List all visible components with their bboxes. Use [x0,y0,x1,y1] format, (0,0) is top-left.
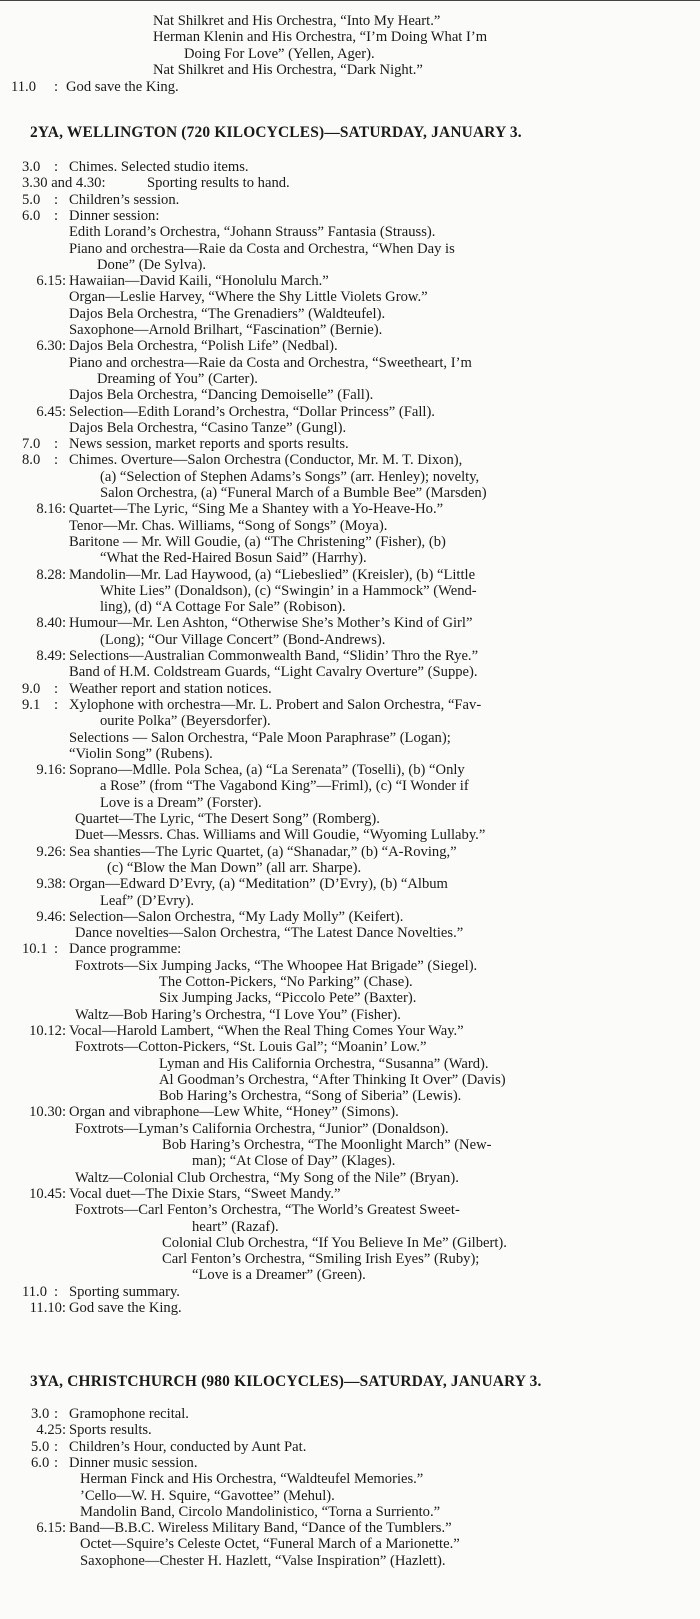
programme-text: Lyman and His California Orchestra, “Susanna” (Ward). [159,1055,489,1072]
time-colon: : [54,1406,59,1422]
programme-text: Vocal—Harold Lambert, “When the Real Thing Comes Your Way.” [69,1022,464,1039]
programme-line [0,746,700,763]
time-colon: : [54,159,59,175]
programme-line [0,469,700,486]
programme-text: Dajos Bela Orchestra, “Dancing Demoiselle” (Fall). [69,387,374,404]
programme-text: Mandolin—Mr. Lad Haywood, (a) “Liebeslied” (Kreisler), (b) “Little [69,566,476,583]
programme-line [0,1219,700,1236]
time-label: 6.0 [31,1454,50,1471]
programme-text: Colonial Club Orchestra, “If You Believe In Me” (Gilbert). [162,1234,507,1251]
programme-line [0,1251,700,1268]
programme-line [0,762,700,779]
programme-line [0,485,700,502]
programme-line [0,876,700,893]
programme-line [0,1137,700,1154]
programme-line [0,1553,700,1570]
programme-line [0,909,700,926]
programme-text: “Violin Song” (Rubens). [69,745,213,762]
programme-text: ’Cello—W. H. Squire, “Gavottee” (Mehul). [80,1487,335,1504]
time-label: 11.0 [22,1283,47,1300]
programme-line [0,778,700,795]
programme-text: Herman Finck and His Orchestra, “Waldteufel Memories.” [80,1471,424,1488]
programme-line [0,697,700,714]
time-label: 5.0 [22,191,41,208]
time-label: 10.45: [29,1185,66,1202]
time-label: 3.0 [31,1406,50,1422]
text-line: Nat Shilkret and His Orchestra, “Dark Night.” [153,62,423,78]
programme-line [0,1439,700,1456]
time-label: 9.0 [22,680,41,697]
programme-line [0,241,700,258]
programme-text: Bob Haring’s Orchestra, “The Moonlight March” (New- [162,1137,492,1153]
programme-text: Foxtrots—Six Jumping Jacks, “The Whoopee Hat Brigade” (Siegel). [75,957,478,974]
programme-line [0,795,700,812]
programme-text: Octet—Squire’s Celeste Octet, “Funeral March of a Marionette.” [80,1536,460,1553]
programme-text: Sea shanties—The Lyric Quartet, (a) “Shanadar,” (b) “A-Roving,” [69,843,457,860]
time-colon: : [54,941,59,958]
programme-line [0,730,700,747]
programme-text: Sporting results to hand. [147,175,290,192]
programme-line [0,371,700,388]
programme-line [0,958,700,975]
programme-text: Bob Haring’s Orchestra, “Song of Siberia” (Lewis). [159,1088,462,1105]
programme-text: Dajos Bela Orchestra, “Casino Tanze” (Gungl). [69,419,347,436]
programme-text: Xylophone with orchestra—Mr. L. Probert and Salon Orchestra, “Fav- [69,696,482,713]
programme-line [0,1284,700,1301]
programme-text: Piano and orchestra—Raie da Costa and Orchestra, “Sweetheart, I’m [69,354,472,371]
programme-line [0,1488,700,1505]
text-line: 11.0 : God save the King. [11,79,179,95]
programme-line [0,192,700,209]
time-label: 9.16: [36,762,66,779]
programme-line [0,893,700,910]
text-line: Doing For Love” (Yellen, Ager). [184,46,375,62]
programme-text: man); “At Close of Day” (Klages). [192,1153,396,1170]
programme-text: Vocal duet—The Dixie Stars, “Sweet Mandy.” [69,1185,341,1202]
programme-line [0,1007,700,1024]
programme-line [0,273,700,290]
programme-line [0,1023,700,1040]
programme-text: Dinner music session. [69,1454,198,1471]
time-label: 10.1 [22,941,48,958]
programme-line [0,713,700,730]
programme-line [0,925,700,942]
programme-text: White Lies” (Donaldson), (c) “Swingin’ in a Hammock” (Wend- [100,582,477,599]
time-colon: : [54,1454,59,1471]
text-line: Herman Klenin and His Orchestra, “I’m Doing What I’m [153,29,488,45]
time-label: 6.30: [36,338,66,355]
programme-text: Selections — Salon Orchestra, “Pale Moon Paraphrase” (Logan); [69,729,451,746]
time-label: 9.38: [36,876,66,893]
programme-text: Tenor—Mr. Chas. Williams, “Song of Songs” (Moya). [69,517,388,534]
time-colon: : [54,207,59,224]
programme-text: Selection—Edith Lorand’s Orchestra, “Dollar Princess” (Fall). [69,403,435,420]
time-label: 10.12: [29,1022,66,1039]
programme-text: Saxophone—Arnold Brilhart, “Fascination” (Bernie). [69,322,383,338]
programme-line [0,1121,700,1138]
time-label: 9.1 [22,696,41,713]
time-label: 6.15: [36,273,66,290]
programme-text: (Long); “Our Village Concert” (Bond-Andrews). [100,631,386,648]
programme-text: “Love is a Dreamer” (Green). [192,1267,366,1284]
programme-text: Chimes. Overture—Salon Orchestra (Conductor, Mr. M. T. Dixon), [69,452,463,469]
programme-text: (c) “Blow the Man Down” (all arr. Sharpe). [107,859,362,876]
programme-text: Sports results. [69,1422,152,1439]
programme-line [0,355,700,372]
programme-line [0,827,700,844]
programme-text: Six Jumping Jacks, “Piccolo Pete” (Baxter). [159,990,417,1007]
time-label: 4.25: [36,1422,66,1439]
programme-text: Dinner session: [69,207,160,224]
programme-line [0,452,700,469]
programme-text: heart” (Razaf). [192,1218,279,1235]
programme-line [0,338,700,355]
time-label: 3.0 [22,159,41,175]
programme-line [0,1202,700,1219]
programme-line [0,632,700,649]
time-colon: : [54,1438,59,1455]
time-label: 6.15: [36,1520,66,1537]
programme-line [0,1186,700,1203]
programme-line [0,664,700,681]
programme-line [0,648,700,665]
programme-line [0,941,700,958]
programme-line [0,1406,700,1423]
programme-line [0,159,700,176]
programme-line [0,404,700,421]
programme-text: The Cotton-Pickers, “No Parking” (Chase). [159,974,413,990]
programme-line [0,257,700,274]
programme-line [0,1056,700,1073]
programme-text: Selections—Australian Commonwealth Band, “Slidin’ Thro the Rye.” [69,648,479,664]
programme-line [0,1088,700,1105]
time-colon: : [54,191,59,208]
programme-text: Waltz—Bob Haring’s Orchestra, “I Love You” (Fisher). [75,1006,401,1023]
programme-text: Gramophone recital. [69,1406,189,1422]
programme-text: Saxophone—Chester H. Hazlett, “Valse Inspiration” (Hazlett). [80,1552,446,1569]
programme-text: Organ—Leslie Harvey, “Where the Shy Little Violets Grow.” [69,289,428,306]
programme-text: Foxtrots—Lyman’s California Orchestra, “Junior” (Donaldson). [75,1120,449,1137]
programme-text: God save the King. [69,1300,182,1316]
programme-line [0,860,700,877]
programme-line [0,1235,700,1252]
programme-line [0,224,700,241]
programme-text: Dreaming of You” (Carter). [97,370,258,387]
programme-text: Dance programme: [69,941,182,958]
programme-line [0,990,700,1007]
programme-line [0,1422,700,1439]
programme-text: Dajos Bela Orchestra, “Polish Life” (Nedbal). [69,338,338,355]
programme-text: Organ and vibraphone—Lew White, “Honey” (Simons). [69,1104,399,1121]
programme-line [0,974,700,991]
programme-line [0,1471,700,1488]
programme-line [0,1039,700,1056]
programme-line [0,322,700,339]
programme-line [0,811,700,828]
programme-line [0,1455,700,1472]
time-label: 8.0 [22,452,41,469]
time-colon: : [54,436,59,453]
programme-text: Piano and orchestra—Raie da Costa and Orchestra, “When Day is [69,240,455,257]
programme-line [0,583,700,600]
programme-line [0,1170,700,1187]
time-colon: : [54,452,59,469]
programme-line [0,1300,700,1317]
programme-line [0,1504,700,1521]
programme-line [0,615,700,632]
programme-line [0,501,700,518]
time-label: 3.30 and 4.30: [22,175,106,192]
programme-text: Salon Orchestra, (a) “Funeral March of a Bumble Bee” (Marsden) [100,485,487,501]
programme-text: Carl Fenton’s Orchestra, “Smiling Irish Eyes” (Ruby); [162,1251,480,1268]
programme-text: Baritone — Mr. Will Goudie, (a) “The Christening” (Fisher), (b) [69,533,446,550]
programme-text: Al Goodman’s Orchestra, “After Thinking It Over” (Davis) [159,1071,506,1088]
programme-text: Children’s Hour, conducted by Aunt Pat. [69,1438,307,1455]
programme-text: Love is a Dream” (Forster). [100,794,262,811]
programme-text: Band—B.B.C. Wireless Military Band, “Dance of the Tumblers.” [69,1520,452,1537]
time-label: 11.10: [29,1300,66,1316]
programme-text: ling), (d) “A Cottage For Sale” (Robison). [100,599,346,616]
programme-line [0,1072,700,1089]
programme-line [0,1536,700,1553]
programme-line [0,1267,700,1284]
programme-text: Band of H.M. Coldstream Guards, “Light Cavalry Overture” (Suppe). [69,664,478,681]
programme-text: Foxtrots—Cotton-Pickers, “St. Louis Gal”; “Moanin’ Low.” [75,1039,427,1056]
programme-line [0,1153,700,1170]
programme-text: God save the King. [66,79,179,95]
programme-line [0,306,700,323]
programme-text: Hawaiian—David Kaili, “Honolulu March.” [69,273,329,290]
programme-line [0,208,700,225]
programme-text: Edith Lorand’s Orchestra, “Johann Strauss” Fantasia (Strauss). [69,224,436,241]
programme-text: Foxtrots—Carl Fenton’s Orchestra, “The World’s Greatest Sweet- [75,1202,460,1219]
time-label: 8.49: [36,648,66,664]
programme-line [0,599,700,616]
programme-text: Selection—Salon Orchestra, “My Lady Molly” (Keifert). [69,908,404,925]
time-label: 8.16: [36,501,66,518]
programme-text: Quartet—The Lyric, “The Desert Song” (Romberg). [75,811,380,827]
time-label: 11.0 [11,79,36,95]
programme-text: Children’s session. [69,191,180,208]
time-label: 9.26: [36,843,66,860]
time-label: 6.0 [22,207,41,224]
time-colon: : [54,1283,59,1300]
programme-line [0,681,700,698]
programme-line [0,387,700,404]
programme-text: Dajos Bela Orchestra, “The Grenadiers” (Waldteufel). [69,305,386,322]
programme-text: Chimes. Selected studio items. [69,159,249,175]
programme-line [0,436,700,453]
programme-line [0,420,700,437]
time-label: 7.0 [22,436,41,453]
programme-line [0,844,700,861]
programme-line [0,289,700,306]
newspaper-page: Nat Shilkret and His Orchestra, “Into My Heart.” Herman Klenin and His Orchestra, “I’m Doing What I’m Doing For Love” (Yellen, Ager). Nat Shilkret and His Orchestra, “Dark Night.” 11.0 : God save the King. 2YA, WELLINGTON (720 KILOCYCLES)—SATURDAY, JANUARY 3. 3.0 : Chimes. Selected studio items. 3.30 and 4.30: Sporting results to hand. 5.0 : Children’s session. 6.0 : Dinner session: Edith Lorand’s Orchestra, “Johann Strauss” Fantasia (Strauss). Piano and orchestra—Raie da Costa and Orchestra, “When Day is Done” (De Sylva). 6.15: Hawaiian—David Kaili, “Honolulu March.” Organ—Leslie Harvey, “Where the Shy Little Violets Grow.” Dajos Bela Orchestra, “The Grenadiers” (Waldteufel). Saxophone—Arnold Brilhart, “Fascination” (Bernie). 6.30: Dajos Bela Orchestra, “Polish Life” (Nedbal). Piano and orchestra—Raie da Costa and Orchestra, “Sweetheart, I’m Dreaming of You” (Carter). Dajos Bela Orchestra, “Dancing Demoiselle” (Fall). 6.45: Selection—Edith Lorand’s Orchestra, “Dollar Princess” (Fall). Dajos Bela Orchestra, “Casino Tanze” (Gungl). 7.0 : News session, market reports and sports results. 8.0 : Chimes. Overture—Salon Orchestra (Conductor, Mr. M. T. Dixon), (a) “Selection of Stephen Adams’s Songs” (arr. Henley); novelty, Salon Orchestra, (a) “Funeral March of a Bumble Bee” (Marsden) 8.16: Quartet—The Lyric, “Sing Me a Shantey with a Yo-Heave-Ho.” Tenor—Mr. Chas. Williams, “Song of Songs” (Moya). Baritone — Mr. Will Goudie, (a) “The Christening” (Fisher), (b) “What the Red-Haired Bosun Said” (Harrhy). 8.28: Mandolin—Mr. Lad Haywood, (a) “Liebeslied” (Kreisler), (b) “Little White Lies” (Donaldson), (c) “Swingin’ in a Hammock” (Wend- ling), (d) “A Cottage For Sale” (Robison). 8.40: Humour—Mr. Len Ashton, “Otherwise She’s Mother’s Kind of Girl” (Long); “Our Village Concert” (Bond-Andrews). 8.49: Selections—Australian Commonwealth Band, “Slidin’ Thro the Rye.” Band of H.M. Coldstream Guards, “Light Cavalry Overture” (Suppe). 9.0 : Weather report and station notices. 9.1 : Xylophone with orchestra—Mr. L. Probert and Salon Orchestra, “Fav- ourite Polka” (Beyersdorfer). Selections — Salon Orchestra, “Pale Moon Paraphrase” (Logan); “Violin Song” (Rubens). 9.16: Soprano—Mdlle. Pola Schea, (a) “La Serenata” (Toselli), (b) “Only a Rose” (from “The Vagabond King”—Friml), (c) “I Wonder if Love is a Dream” (Forster). Quartet—The Lyric, “The Desert Song” (Romberg). Duet—Messrs. Chas. Williams and Will Goudie, “Wyoming Lullaby.” 9.26: Sea shanties—The Lyric Quartet, (a) “Shanadar,” (b) “A-Roving,” (c) “Blow the Man Down” (all arr. Sharpe). 9.38: Organ—Edward D’Evry, (a) “Meditation” (D’Evry), (b) “Album Leaf” (D’Evry). 9.46: Selection—Salon Orchestra, “My Lady Molly” (Keifert). Dance novelties—Salon Orchestra, “The Latest Dance Novelties.” 10.1 : Dance programme: Foxtrots—Six Jumping Jacks, “The Whoopee Hat Brigade” (Siegel). The Cotton-Pickers, “No Parking” (Chase). Six Jumping Jacks, “Piccolo Pete” (Baxter). Waltz—Bob Haring’s Orchestra, “I Love You” (Fisher). 10.12: Vocal—Harold Lambert, “When the Real Thing Comes Your Way.” Foxtrots—Cotton-Pickers, “St. Louis Gal”; “Moanin’ Low.” Lyman and His California Orchestra, “Susanna” (Ward). Al Goodman’s Orchestra, “After Thinking It Over” (Davis) Bob Haring’s Orchestra, “Song of Siberia” (Lewis). 10.30: Organ and vibraphone—Lew White, “Honey” (Simons). Foxtrots—Lyman’s California Orchestra, “Junior” (Donaldson). Bob Haring’s Orchestra, “The Moonlight March” (New- man); “At Close of Day” (Klages). Waltz—Colonial Club Orchestra, “My Song of the Nile” (Bryan). 10.45: Vocal duet—The Dixie Stars, “Sweet Mandy.” Foxtrots—Carl Fenton’s Orchestra, “The World’s Greatest Sweet- heart” (Razaf). Colonial Club Orchestra, “If You Believe In Me” (Gilbert). Carl Fenton’s Orchestra, “Smiling Irish Eyes” (Ruby); “Love is a Dreamer” (Green). 11.0 : Sporting summary. 11.10: God save the King. 3YA, CHRISTCHURCH (980 KILOCYCLES)—SATURDAY, JANUARY 3. 3.0 : Gramophone recital. 4.25: Sports results. 5.0 : Children’s Hour, conducted by Aunt Pat. 6.0 : Dinner music session. Herman Finck and His Orchestra, “Waldteufel Memories.” ’Cello—W. H. Squire, “Gavottee” (Mehul). Mandolin Band, Circolo Mandolinistico, “Torna a Surriento.” 6.15: Band—B.B.C. Wireless Military Band, “Dance of the Tumblers.” Octet—Squire’s Celeste Octet, “Funeral March of a Marionette.” Saxophone—Chester H. Hazlett, “Valse Inspiration” (Hazlett). [0,0,700,1619]
time-label: 9.46: [36,908,66,925]
programme-text: News session, market reports and sports results. [69,436,349,453]
programme-line [0,1520,700,1537]
programme-text: Mandolin Band, Circolo Mandolinistico, “Torna a Surriento.” [80,1503,441,1520]
programme-text: Duet—Messrs. Chas. Williams and Will Goudie, “Wyoming Lullaby.” [75,827,486,844]
programme-text: (a) “Selection of Stephen Adams’s Songs” (arr. Henley); novelty, [100,468,480,485]
programme-text: Dance novelties—Salon Orchestra, “The Latest Dance Novelties.” [75,925,464,942]
time-label: 5.0 [31,1438,50,1455]
time-colon: : [54,680,59,697]
programme-text: Sporting summary. [69,1283,180,1300]
time-colon: : [54,696,59,713]
programme-text: a Rose” (from “The Vagabond King”—Friml), (c) “I Wonder if [100,778,469,795]
programme-text: Soprano—Mdlle. Pola Schea, (a) “La Serenata” (Toselli), (b) “Only [69,762,465,779]
text-line: Nat Shilkret and His Orchestra, “Into My Heart.” [153,13,441,29]
time-label: 8.28: [36,566,66,583]
programme-line [0,567,700,584]
programme-line [0,1104,700,1121]
programme-text: Weather report and station notices. [69,680,272,697]
programme-text: Done” (De Sylva). [97,256,207,273]
programme-line [0,175,700,192]
programme-line [0,550,700,567]
programme-text: Humour—Mr. Len Ashton, “Otherwise She’s Mother’s Kind of Girl” [69,615,473,632]
programme-line [0,534,700,551]
programme-text: Quartet—The Lyric, “Sing Me a Shantey with a Yo-Heave-Ho.” [69,501,444,518]
programme-text: Organ—Edward D’Evry, (a) “Meditation” (D’Evry), (b) “Album [69,876,448,893]
time-label: 10.30: [29,1104,66,1121]
programme-text: Leaf” (D’Evry). [100,892,194,909]
programme-text: “What the Red-Haired Bosun Said” (Harrhy). [100,550,367,567]
programme-line [0,518,700,535]
programme-text: Waltz—Colonial Club Orchestra, “My Song of the Nile” (Bryan). [75,1169,459,1186]
programme-text: ourite Polka” (Beyersdorfer). [100,713,271,730]
top-rule [0,0,700,1]
time-label: 8.40: [36,615,66,632]
time-label: 6.45: [36,403,66,420]
